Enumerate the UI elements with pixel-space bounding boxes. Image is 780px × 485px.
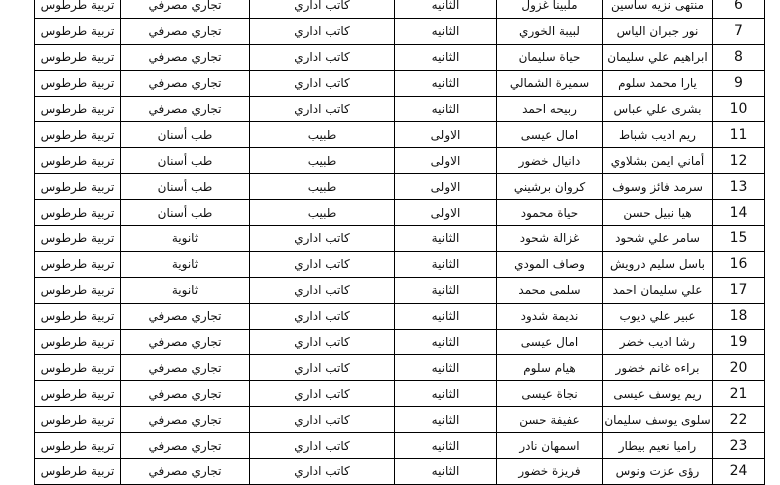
- mother-name-cell: نجاة عيسى: [497, 381, 603, 407]
- mother-name-cell: هيام سلوم: [497, 355, 603, 381]
- employee-name-cell: رشا اديب خضر: [603, 329, 713, 355]
- table-row: [35, 407, 765, 433]
- mother-name-cell: دانيال خضور: [497, 148, 603, 174]
- specialization-cell: طب أسنان: [121, 148, 250, 174]
- mother-name-cell: ملبينا غزول: [497, 0, 603, 18]
- table-row: [35, 355, 765, 381]
- employee-name-cell: ريم يوسف عيسى: [603, 381, 713, 407]
- category-cell: الثانيه: [395, 407, 497, 433]
- workplace-cell: تربية طرطوس: [35, 44, 121, 70]
- row-number-cell: 11: [713, 122, 765, 148]
- workplace-cell: تربية طرطوس: [35, 433, 121, 459]
- row-number-cell: 8: [713, 44, 765, 70]
- table-row: [35, 303, 765, 329]
- specialization-cell: طب أسنان: [121, 200, 250, 226]
- mother-name-cell: نديمة شدود: [497, 303, 603, 329]
- mother-name-cell: سلمى محمد: [497, 277, 603, 303]
- mother-name-cell: امال عيسى: [497, 329, 603, 355]
- row-number-cell: 23: [713, 433, 765, 459]
- category-cell: الثانية: [395, 277, 497, 303]
- row-number-cell: 21: [713, 381, 765, 407]
- table-row: [35, 381, 765, 407]
- table-row: [35, 433, 765, 459]
- specialization-cell: تجاري مصرفي: [121, 381, 250, 407]
- employee-name-cell: ريم اديب شباط: [603, 122, 713, 148]
- mother-name-cell: حياة سليمان: [497, 44, 603, 70]
- row-number-cell: 19: [713, 329, 765, 355]
- workplace-cell: تربية طرطوس: [35, 174, 121, 200]
- row-number-cell: 24: [713, 459, 765, 485]
- workplace-cell: تربية طرطوس: [35, 226, 121, 252]
- row-number-cell: 9: [713, 70, 765, 96]
- workplace-cell: تربية طرطوس: [35, 148, 121, 174]
- job-title-cell: كاتب اداري: [250, 303, 395, 329]
- specialization-cell: تجاري مصرفي: [121, 303, 250, 329]
- table-row: [35, 18, 765, 44]
- workplace-cell: تربية طرطوس: [35, 70, 121, 96]
- specialization-cell: تجاري مصرفي: [121, 18, 250, 44]
- workplace-cell: تربية طرطوس: [35, 200, 121, 226]
- mother-name-cell: عفيفة حسن: [497, 407, 603, 433]
- job-title-cell: كاتب اداري: [250, 329, 395, 355]
- table-row: [35, 96, 765, 122]
- category-cell: الاولى: [395, 174, 497, 200]
- table-row: [35, 148, 765, 174]
- category-cell: الثانية: [395, 226, 497, 252]
- employee-name-cell: عبير علي ديوب: [603, 303, 713, 329]
- job-title-cell: كاتب اداري: [250, 96, 395, 122]
- row-number-cell: 22: [713, 407, 765, 433]
- employee-name-cell: نور جبران الياس: [603, 18, 713, 44]
- table-row: [35, 277, 765, 303]
- row-number-cell: 18: [713, 303, 765, 329]
- row-number-cell: 17: [713, 277, 765, 303]
- category-cell: الاولى: [395, 200, 497, 226]
- specialization-cell: ثانوية: [121, 251, 250, 277]
- mother-name-cell: غزالة شحود: [497, 226, 603, 252]
- specialization-cell: تجاري مصرفي: [121, 96, 250, 122]
- job-title-cell: طبيب: [250, 148, 395, 174]
- specialization-cell: ثانوية: [121, 277, 250, 303]
- employee-name-cell: أماني ايمن بشلاوي: [603, 148, 713, 174]
- category-cell: الثانيه: [395, 459, 497, 485]
- job-title-cell: كاتب اداري: [250, 44, 395, 70]
- employee-name-cell: ابراهيم علي سليمان: [603, 44, 713, 70]
- table-row: [35, 226, 765, 252]
- job-title-cell: كاتب اداري: [250, 459, 395, 485]
- category-cell: الثانيه: [395, 329, 497, 355]
- category-cell: الثانيه: [395, 355, 497, 381]
- job-title-cell: كاتب اداري: [250, 251, 395, 277]
- category-cell: الثانيه: [395, 96, 497, 122]
- row-number-cell: 7: [713, 18, 765, 44]
- employee-name-cell: بشرى علي عباس: [603, 96, 713, 122]
- workplace-cell: تربية طرطوس: [35, 277, 121, 303]
- job-title-cell: كاتب اداري: [250, 355, 395, 381]
- table-body: [35, 0, 765, 484]
- employee-name-cell: راميا نعيم بيطار: [603, 433, 713, 459]
- workplace-cell: تربية طرطوس: [35, 459, 121, 485]
- employees-table: [34, 0, 765, 485]
- employee-name-cell: سامر علي شحود: [603, 226, 713, 252]
- specialization-cell: تجاري مصرفي: [121, 407, 250, 433]
- workplace-cell: تربية طرطوس: [35, 355, 121, 381]
- mother-name-cell: فريزة خضور: [497, 459, 603, 485]
- workplace-cell: تربية طرطوس: [35, 329, 121, 355]
- job-title-cell: كاتب اداري: [250, 407, 395, 433]
- employee-name-cell: علي سليمان احمد: [603, 277, 713, 303]
- specialization-cell: تجاري مصرفي: [121, 355, 250, 381]
- row-number-cell: 16: [713, 251, 765, 277]
- category-cell: الثانية: [395, 251, 497, 277]
- specialization-cell: ثانوية: [121, 226, 250, 252]
- job-title-cell: كاتب اداري: [250, 18, 395, 44]
- table-row: [35, 200, 765, 226]
- specialization-cell: تجاري مصرفي: [121, 0, 250, 18]
- mother-name-cell: لبيبة الخوري: [497, 18, 603, 44]
- table-row: [35, 44, 765, 70]
- row-number-cell: 13: [713, 174, 765, 200]
- table-row: [35, 251, 765, 277]
- job-title-cell: كاتب اداري: [250, 0, 395, 18]
- category-cell: الثانيه: [395, 433, 497, 459]
- workplace-cell: تربية طرطوس: [35, 407, 121, 433]
- mother-name-cell: اسمهان نادر: [497, 433, 603, 459]
- mother-name-cell: ربيحه احمد: [497, 96, 603, 122]
- workplace-cell: تربية طرطوس: [35, 122, 121, 148]
- workplace-cell: تربية طرطوس: [35, 96, 121, 122]
- employee-name-cell: سرمد فائز وسوف: [603, 174, 713, 200]
- category-cell: الثانيه: [395, 381, 497, 407]
- specialization-cell: تجاري مصرفي: [121, 329, 250, 355]
- table-row: [35, 70, 765, 96]
- category-cell: الثانيه: [395, 303, 497, 329]
- specialization-cell: طب أسنان: [121, 174, 250, 200]
- workplace-cell: تربية طرطوس: [35, 303, 121, 329]
- table-row: [35, 329, 765, 355]
- job-title-cell: طبيب: [250, 174, 395, 200]
- specialization-cell: تجاري مصرفي: [121, 44, 250, 70]
- job-title-cell: كاتب اداري: [250, 70, 395, 96]
- table-row: [35, 122, 765, 148]
- category-cell: الاولى: [395, 122, 497, 148]
- job-title-cell: كاتب اداري: [250, 226, 395, 252]
- category-cell: الاولى: [395, 148, 497, 174]
- workplace-cell: تربية طرطوس: [35, 381, 121, 407]
- mother-name-cell: كروان برشيني: [497, 174, 603, 200]
- specialization-cell: طب أسنان: [121, 122, 250, 148]
- mother-name-cell: سميرة الشمالي: [497, 70, 603, 96]
- employee-name-cell: يارا محمد سلوم: [603, 70, 713, 96]
- specialization-cell: تجاري مصرفي: [121, 70, 250, 96]
- table-row: [35, 0, 765, 18]
- table-row: [35, 174, 765, 200]
- job-title-cell: كاتب اداري: [250, 381, 395, 407]
- employee-name-cell: سلوى يوسف سليمان: [603, 407, 713, 433]
- employee-name-cell: هيا نبيل حسن: [603, 200, 713, 226]
- row-number-cell: 10: [713, 96, 765, 122]
- employee-name-cell: براءه غانم خضور: [603, 355, 713, 381]
- workplace-cell: تربية طرطوس: [35, 18, 121, 44]
- employee-name-cell: رؤى عزت ونوس: [603, 459, 713, 485]
- category-cell: الثانيه: [395, 70, 497, 96]
- job-title-cell: طبيب: [250, 122, 395, 148]
- workplace-cell: تربية طرطوس: [35, 0, 121, 18]
- category-cell: الثانيه: [395, 18, 497, 44]
- category-cell: الثانيه: [395, 44, 497, 70]
- job-title-cell: كاتب اداري: [250, 433, 395, 459]
- specialization-cell: تجاري مصرفي: [121, 433, 250, 459]
- job-title-cell: كاتب اداري: [250, 277, 395, 303]
- mother-name-cell: امال عيسى: [497, 122, 603, 148]
- employee-name-cell: منتهى نزيه ساسين: [603, 0, 713, 18]
- row-number-cell: 12: [713, 148, 765, 174]
- employee-name-cell: باسل سليم درويش: [603, 251, 713, 277]
- table-row: [35, 459, 765, 485]
- job-title-cell: طبيب: [250, 200, 395, 226]
- row-number-cell: 20: [713, 355, 765, 381]
- row-number-cell: 14: [713, 200, 765, 226]
- row-number-cell: 6: [713, 0, 765, 18]
- category-cell: الثانيه: [395, 0, 497, 18]
- mother-name-cell: حياة محمود: [497, 200, 603, 226]
- specialization-cell: تجاري مصرفي: [121, 459, 250, 485]
- row-number-cell: 15: [713, 226, 765, 252]
- workplace-cell: تربية طرطوس: [35, 251, 121, 277]
- mother-name-cell: وصاف المودي: [497, 251, 603, 277]
